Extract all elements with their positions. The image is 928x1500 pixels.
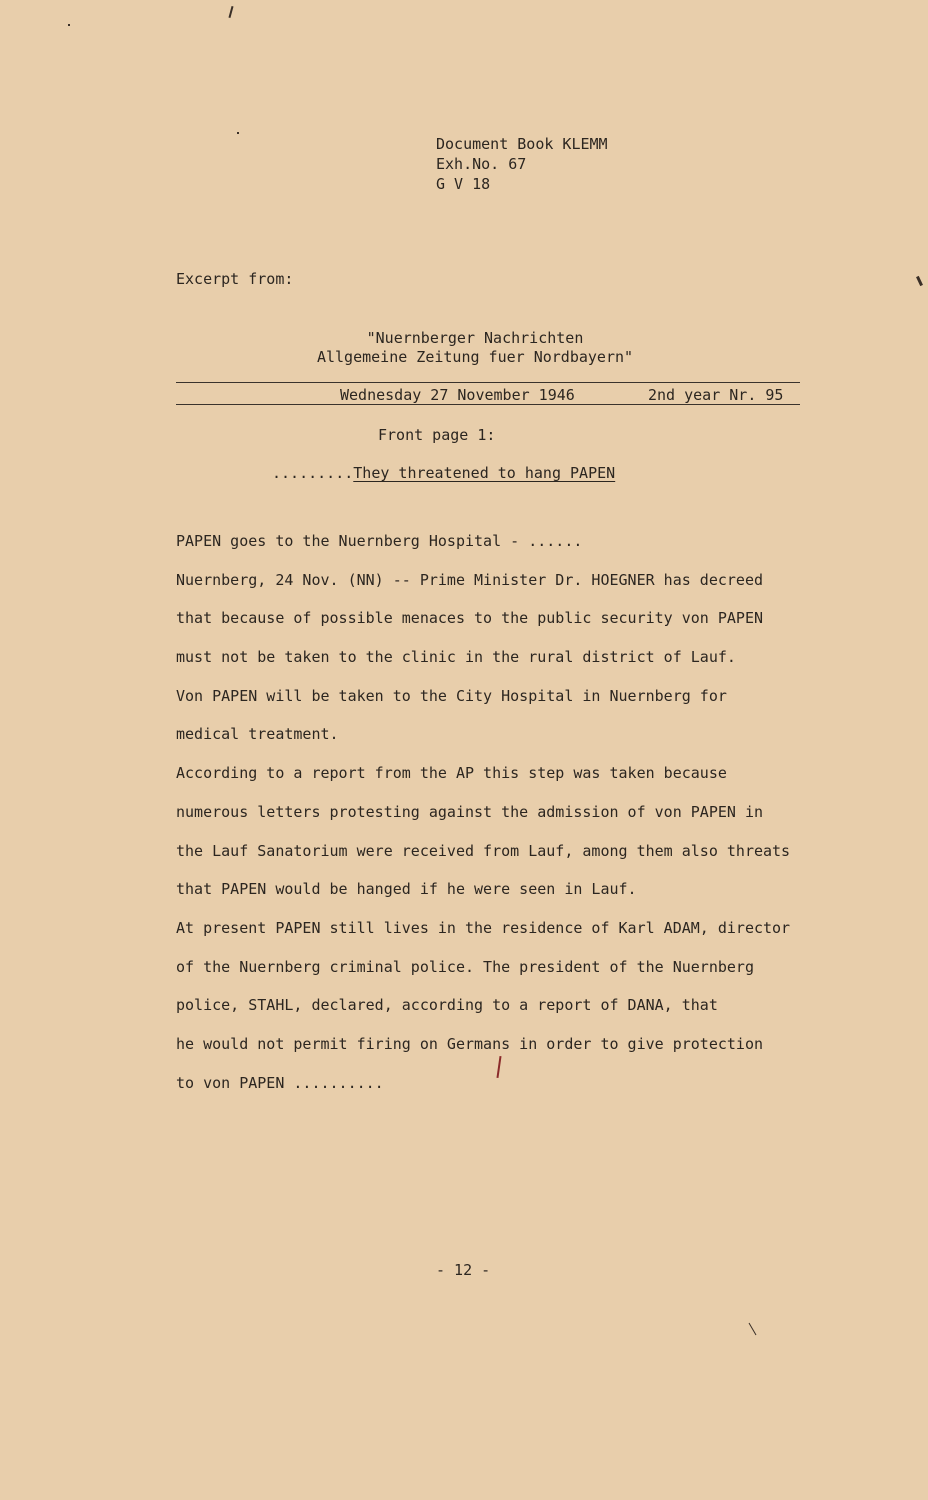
top-rule — [176, 382, 800, 383]
newspaper-title: "Nuernberger Nachrichten — [366, 329, 584, 347]
exhibit-number: Exh.No. 67 — [436, 155, 527, 173]
article-body — [176, 522, 836, 1102]
body-line: numerous letters protesting against the admission of von PAPEN in — [176, 802, 763, 821]
body-line: According to a report from the AP this step was taken because — [176, 764, 727, 783]
document-book-label: Document Book KLEMM — [436, 135, 608, 153]
body-line: Nuernberg, 24 Nov. (NN) -- Prime Minister Dr. HOEGNER has decreed — [176, 570, 763, 589]
paper-speck — [228, 6, 233, 18]
paper-speck — [749, 1323, 757, 1336]
article-headline — [272, 464, 615, 482]
page-number: - 12 - — [436, 1261, 491, 1279]
headline-text: They threatened to hang PAPEN — [353, 464, 616, 482]
paper-speck — [68, 24, 70, 26]
body-line: to von PAPEN .......... — [176, 1073, 384, 1092]
body-line: Von PAPEN will be taken to the City Hospital in Nuernberg for — [176, 686, 727, 705]
body-line: police, STAHL, declared, according to a report of DANA, that — [176, 996, 718, 1015]
bottom-rule — [176, 404, 800, 405]
body-line: PAPEN goes to the Nuernberg Hospital - ...... — [176, 532, 583, 550]
body-line: of the Nuernberg criminal police. The president of the Nuernberg — [176, 957, 754, 976]
body-line: At present PAPEN still lives in the residence of Karl ADAM, director — [176, 918, 791, 937]
paper-speck — [237, 132, 239, 134]
reference-code: G V 18 — [436, 175, 491, 193]
body-line: he would not permit firing on Germans in order to give protection — [176, 1034, 763, 1053]
body-line: the Lauf Sanatorium were received from Lauf, among them also threats — [176, 841, 791, 860]
issue-date: Wednesday 27 November 1946 — [340, 386, 575, 404]
headline-dots: ......... — [272, 464, 354, 482]
document-header — [436, 134, 608, 194]
front-page-label: Front page 1: — [378, 426, 496, 444]
body-line: medical treatment. — [176, 725, 339, 744]
excerpt-label: Excerpt from: — [176, 270, 294, 288]
newspaper-subtitle: Allgemeine Zeitung fuer Nordbayern" — [316, 348, 634, 366]
paper-speck — [916, 276, 923, 286]
issue-number: 2nd year Nr. 95 — [648, 386, 784, 404]
body-line: that PAPEN would be hanged if he were seen in Lauf. — [176, 880, 637, 899]
body-line: that because of possible menaces to the public security von PAPEN — [176, 609, 763, 628]
body-line: must not be taken to the clinic in the rural district of Lauf. — [176, 648, 736, 667]
